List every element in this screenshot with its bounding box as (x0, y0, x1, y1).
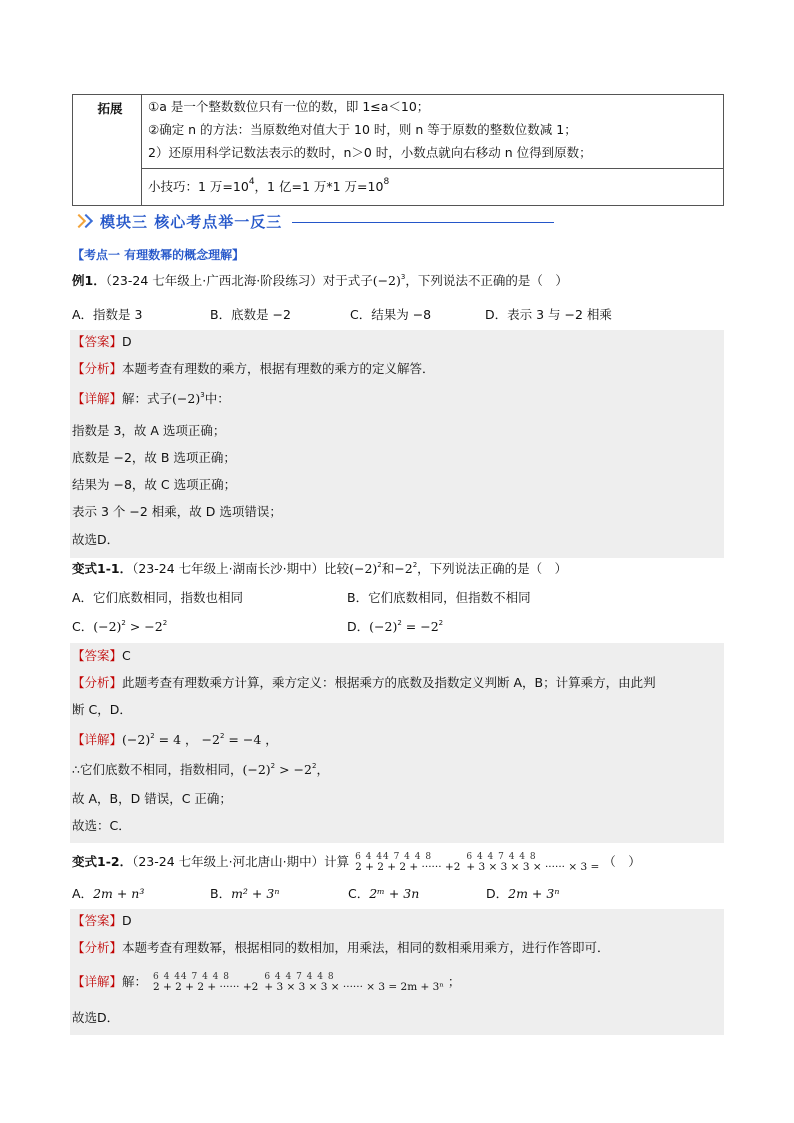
detail-intro-end: 中： (204, 391, 230, 406)
example-1-detail-line-5: 故选D． (72, 532, 120, 547)
variant-1-1-analysis-1 (72, 672, 656, 694)
v12-option-b (210, 884, 279, 902)
variant-1-1-label: 变式1-1． (72, 561, 133, 576)
variant-1-1-analysis-2: 断 C，D． (72, 702, 132, 717)
example-1-option-c: C．结果为 −8 (350, 307, 432, 322)
example-1-analysis (72, 358, 435, 380)
v12-brace-top-2: 6 4 4 7 4 4 8 (466, 852, 537, 862)
v12-option-d (486, 884, 559, 902)
answer-tag: 【答案】 (72, 334, 123, 349)
detail-expr-exp: 3 (200, 391, 205, 399)
variant-1-2-source: （23-24 七年级上·河北唐山·期中）计算 (132, 854, 350, 869)
v11-d1a: (−2) (122, 732, 151, 747)
example-1-expr: (−2) (372, 273, 401, 288)
variant-1-2-analysis (72, 937, 610, 959)
v11-d3a: ∴它们底数不相同，指数相同， (72, 762, 243, 777)
variant-1-1-option-c (72, 616, 167, 638)
variant-1-1-detail-3: 故 A，B，D 错误，C 正确； (72, 791, 232, 806)
v11-d3c: > −2 (275, 762, 312, 777)
v11-d3-exp2: 2 (311, 762, 317, 770)
v12-prod-expression (466, 853, 599, 872)
example-1-detail-line-1: 指数是 3，故 A 选项正确； (72, 423, 226, 438)
analysis-text: 本题考查有理数幂，根据相同的数相加，用乘法，相同的数相乘用乘方，进行作答即可． (122, 940, 610, 955)
v12-optb-label: B． (210, 886, 232, 901)
v11-d1b: = 4 ， (154, 732, 198, 747)
v12-detail-top-1: 6 4 44 7 4 4 8 (153, 972, 230, 982)
example-1-label: 例1． (72, 273, 106, 288)
module-divider (292, 222, 554, 223)
v12-prod-text: + 3 × 3 × 3 × ······ × 3 = (466, 861, 600, 873)
v11-optc-exp1: 2 (121, 619, 126, 627)
v11-e1: (−2) (349, 561, 378, 576)
v12-question-text: （ ） (603, 854, 641, 869)
v11-e1-exp: 2 (377, 561, 382, 569)
v12-optc-text: 2ᵐ + 3n (369, 886, 420, 901)
detail-intro: 解： (122, 974, 148, 989)
example-1-detail-line-2: 底数是 −2，故 B 选项正确； (72, 450, 236, 465)
v11-optc-exp2: 2 (162, 619, 168, 627)
v11-d3-exp1: 2 (270, 762, 276, 770)
v12-sum-expression (355, 853, 460, 872)
answer-tag: 【答案】 (72, 648, 123, 663)
extension-line-1: ①a 是一个整数数位只有一位的数，即 1≤a＜10； (148, 99, 430, 114)
variant-1-1-option-d (347, 616, 443, 638)
v11-d1-exp: 2 (150, 732, 155, 740)
analysis-tag: 【分析】 (72, 361, 123, 376)
v12-detail-top-2: 6 4 4 7 4 4 8 (264, 972, 335, 982)
tip-exp-1: 4 (248, 177, 255, 187)
example-1-question (72, 270, 568, 292)
analysis-text-1: 此题考查有理数乘方计算，乘方定义：根据乘方的底数及指数定义判断 A，B；计算乘方，由此判 (122, 675, 656, 690)
module-heading (76, 210, 554, 232)
variant-1-2-question (72, 848, 641, 876)
detail-tag: 【详解】 (72, 974, 123, 989)
topic-heading: 【考点一 有理数幂的概念理解】 (72, 248, 245, 262)
variant-1-2-final: 故选D． (72, 1010, 120, 1025)
v11-e2: −2 (394, 561, 413, 576)
v12-detail-prod (264, 973, 444, 992)
analysis-tag: 【分析】 (72, 675, 123, 690)
detail-intro: 解：式子 (122, 391, 173, 406)
example-1-expr-exp: 3 (400, 273, 406, 281)
v12-detail-prod-text: + 3 × 3 × 3 × ······ × 3 = 2m + 3ⁿ (264, 981, 444, 993)
variant-1-2-label: 变式1-2． (72, 854, 133, 869)
answer-value: C (122, 648, 131, 663)
v12-optc-label: C． (348, 886, 370, 901)
variant-1-1-question (72, 558, 567, 580)
extension-line-3: 2）还原用科学记数法表示的数时，n＞0 时，小数点就向右移动 n 位得到原数； (148, 145, 592, 160)
v12-detail-sum-text: 2 + 2 + 2 + ······ +2 (153, 981, 259, 993)
extension-line-2: ②确定 n 的方法：当原数绝对值大于 10 时，则 n 等于原数的整数位数减 1； (148, 122, 577, 137)
v12-optd-text: 2m + 3ⁿ (508, 886, 560, 901)
variant-1-1-source: （23-24 七年级上·湖南长沙·期中）比较 (132, 561, 350, 576)
extension-table (72, 94, 724, 206)
variant-1-1-detail-1 (72, 729, 278, 751)
v12-opta-text: 2m + n³ (93, 886, 145, 901)
variant-1-1-option-a: A．它们底数相同，指数也相同 (72, 590, 244, 605)
example-1-option-b: B．底数是 −2 (210, 307, 291, 322)
extension-content (142, 95, 724, 169)
example-1-answer (72, 331, 132, 353)
example-1-detail (72, 388, 230, 410)
v12-brace-top-1: 6 4 44 7 4 4 8 (355, 852, 433, 862)
double-chevron-icon (76, 214, 94, 228)
v12-opta-label: A． (72, 886, 94, 901)
v11-and: 和 (381, 561, 395, 576)
example-1-option-a: A．指数是 3 (72, 307, 143, 322)
v11-d2a: −2 (201, 732, 220, 747)
example-1-source: （23-24 七年级上·广西北海·阶段练习）对于式子 (105, 273, 373, 288)
v12-detail-end: ； (447, 974, 461, 989)
answer-value: D (122, 913, 132, 928)
variant-1-1-answer (72, 645, 131, 667)
v12-option-c (348, 884, 419, 902)
variant-1-2-answer (72, 910, 132, 932)
v12-option-a (72, 884, 144, 902)
detail-tag: 【详解】 (72, 391, 123, 406)
v11-optc-a: (−2) (93, 619, 122, 634)
v11-optc-label: C． (72, 619, 94, 634)
module-title: 模块三 核心考点举一反三 (100, 212, 283, 231)
variant-1-1-option-b: B．它们底数相同，但指数不相同 (347, 590, 531, 605)
analysis-tag: 【分析】 (72, 940, 123, 955)
v12-sum-text: 2 + 2 + 2 + ······ +2 (355, 861, 461, 873)
v11-d3b: (−2) (242, 762, 271, 777)
v11-d2-exp: 2 (219, 732, 225, 740)
example-1-option-d: D．表示 3 与 −2 相乘 (485, 307, 612, 322)
tip-mid: ，1 亿=1 万*1 万=10 (254, 179, 384, 194)
analysis-text: 本题考查有理数的乘方，根据有理数的乘方的定义解答． (122, 361, 435, 376)
example-1-detail-line-3: 结果为 −8，故 C 选项正确； (72, 477, 237, 492)
variant-1-2-detail (72, 966, 460, 998)
tip-cell (142, 169, 724, 206)
v11-question-text: ，下列说法正确的是（ ） (417, 561, 568, 576)
tip-exp-2: 8 (383, 177, 390, 187)
v11-e2-exp: 2 (412, 561, 418, 569)
v11-optd-exp2: 2 (438, 619, 444, 627)
v12-optb-text: m² + 3ⁿ (231, 886, 280, 901)
variant-1-1-detail-2 (72, 759, 329, 781)
v11-d3d: ， (316, 762, 329, 777)
v11-optc-op: > −2 (125, 619, 163, 634)
v11-optd-a: (−2) (369, 619, 398, 634)
answer-value: D (122, 334, 132, 349)
v12-optd-label: D． (486, 886, 509, 901)
answer-tag: 【答案】 (72, 913, 123, 928)
v11-optd-exp1: 2 (397, 619, 402, 627)
detail-expr: (−2) (172, 391, 201, 406)
detail-tag: 【详解】 (72, 732, 123, 747)
v12-detail-sum (153, 973, 258, 992)
variant-1-1-detail-4: 故选：C． (72, 818, 131, 833)
extension-label: 拓展 (73, 95, 142, 206)
example-1-question-text: ，下列说法不正确的是（ ） (405, 273, 568, 288)
v11-optd-op: = −2 (401, 619, 439, 634)
tip-prefix: 小技巧：1 万=10 (148, 179, 249, 194)
v11-d2b: = −4 ， (224, 732, 278, 747)
v11-optd-label: D． (347, 619, 370, 634)
example-1-detail-line-4: 表示 3 个 −2 相乘，故 D 选项错误； (72, 504, 282, 519)
